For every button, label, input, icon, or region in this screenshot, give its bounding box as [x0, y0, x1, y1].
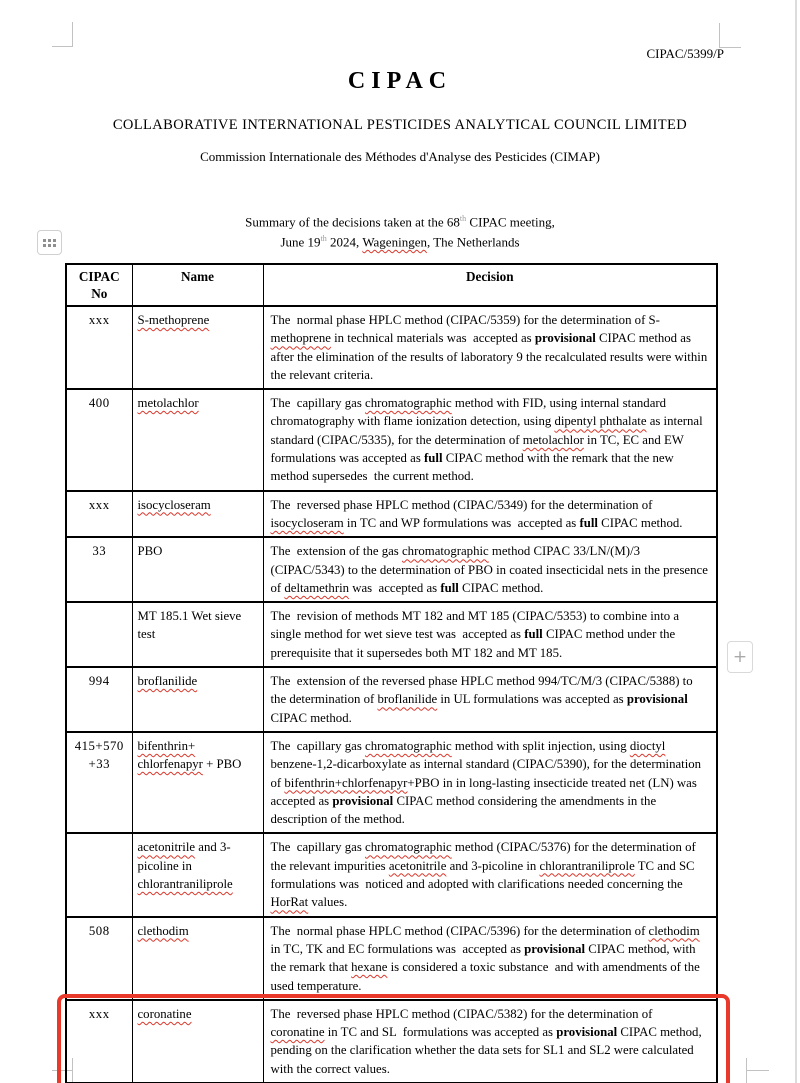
name-cell[interactable]: isocycloseram	[132, 491, 263, 538]
table-row	[66, 537, 717, 602]
name-cell[interactable]: MT 185.1 Wet sieve test	[132, 602, 263, 667]
decision-cell[interactable]: The reversed phase HPLC method (CIPAC/5349) for the determination of isocycloseram in TC and WP formulations was accepted as full CIPAC method.	[263, 491, 717, 538]
name-cell[interactable]: acetonitrile and 3-picoline in chlorantraniliprole	[132, 833, 263, 916]
table-row	[66, 833, 717, 916]
col-header-name: Name	[132, 264, 263, 306]
meeting-summary	[0, 211, 800, 251]
name-cell[interactable]: bifenthrin+ chlorfenapyr + PBO	[132, 732, 263, 833]
decision-cell[interactable]: The capillary gas chromatographic method with split injection, using dioctyl benzene-1,2-dicarboxylate as internal standard (CIPAC/5390), for the determination of bifenthrin+chlorfenapyr+PBO in in long-lasting insecticide treated net (LN) was accepted as provisional CIPAC method considering the amendments in the description of the method.	[263, 732, 717, 833]
cipac-no-cell[interactable]: 33	[66, 537, 132, 602]
org-name-french: Commission Internationale des Méthodes d'Analyse des Pesticides (CIMAP)	[200, 149, 600, 164]
col-header-cipac-no: CIPAC No	[66, 264, 132, 306]
doc-reference: CIPAC/5399/P	[646, 46, 724, 61]
cipac-no-cell[interactable]: 994	[66, 667, 132, 732]
cipac-no-cell[interactable]: 400	[66, 389, 132, 490]
table-row	[66, 732, 717, 833]
cipac-no-cell[interactable]: xxx	[66, 491, 132, 538]
plus-icon: +	[732, 647, 748, 667]
cipac-no-cell[interactable]: 508	[66, 917, 132, 1000]
document-title: CIPAC	[347, 68, 453, 94]
name-cell[interactable]: PBO	[132, 537, 263, 602]
table-row	[66, 917, 717, 1000]
name-cell[interactable]: metolachlor	[132, 389, 263, 490]
cipac-no-cell[interactable]: xxx	[66, 306, 132, 389]
decision-cell[interactable]: The extension of the reversed phase HPLC method 994/TC/M/3 (CIPAC/5388) to the determination of broflanilide in UL formulations was accepted as provisional CIPAC method.	[263, 667, 717, 732]
summary-line-2: June 19th 2024, Wageningen, The Netherlands	[280, 233, 520, 250]
name-cell[interactable]: broflanilide	[132, 667, 263, 732]
name-cell[interactable]: clethodim	[132, 917, 263, 1000]
margin-mark-bottom-right	[747, 1070, 769, 1071]
decisions-table	[65, 263, 718, 1083]
col-header-decision: Decision	[263, 264, 717, 306]
decision-cell[interactable]: The reversed phase HPLC method (CIPAC/5382) for the determination of coronatine in TC and SL formulations was accepted as provisional CIPAC method, pending on the clarification whether the data sets for SL1 and SL2 were calculated with the correct values.	[263, 1000, 717, 1083]
table-row	[66, 491, 717, 538]
decision-cell[interactable]: The normal phase HPLC method (CIPAC/5359) for the determination of S-methoprene in technical materials was accepted as provisional CIPAC method as after the elimination of the results of laboratory 9 the recalculated results were within the relevant criteria.	[263, 306, 717, 389]
decision-cell[interactable]: The capillary gas chromatographic method (CIPAC/5376) for the determination of the relevant impurities acetonitrile and 3-picoline in chlorantraniliprole TC and SC formulations was noticed and adopted with clarifications needed concerning the HorRat values.	[263, 833, 717, 916]
cipac-no-cell[interactable]: 415+570 +33	[66, 732, 132, 833]
insert-button[interactable]	[727, 641, 753, 673]
table-header-row	[66, 264, 717, 306]
cipac-no-cell[interactable]	[66, 602, 132, 667]
table-row	[66, 306, 717, 389]
name-cell[interactable]: coronatine	[132, 1000, 263, 1083]
summary-line-1: Summary of the decisions taken at the 68th CIPAC meeting,	[245, 214, 555, 230]
decisions-table-wrap	[65, 263, 716, 1083]
org-name: COLLABORATIVE INTERNATIONAL PESTICIDES ANALYTICAL COUNCIL LIMITED	[112, 117, 688, 133]
margin-mark-top-left	[52, 46, 73, 47]
decision-cell[interactable]: The revision of methods MT 182 and MT 185 (CIPAC/5353) to combine into a single method for wet sieve test was accepted as full CIPAC method under the prerequisite that it supersedes both MT 182 and MT 185.	[263, 602, 717, 667]
table-row	[66, 389, 717, 490]
table-row	[66, 602, 717, 667]
margin-mark-top-left-v	[72, 22, 73, 47]
table-row	[66, 667, 717, 732]
cipac-no-cell[interactable]	[66, 833, 132, 916]
table-row	[66, 1000, 717, 1083]
cipac-no-cell[interactable]: xxx	[66, 1000, 132, 1083]
margin-mark-top-right-v	[719, 23, 720, 48]
name-cell[interactable]: S-methoprene	[132, 306, 263, 389]
decision-cell[interactable]: The capillary gas chromatographic method with FID, using internal standard chromatography with flame ionization detection, using dipentyl phthalate as internal standard (CIPAC/5335), for the determination of metolachlor in TC, EC and EW formulations was accepted as full CIPAC method with the remark that the new method supersedes the current method.	[263, 389, 717, 490]
decision-cell[interactable]: The extension of the gas chromatographic method CIPAC 33/LN/(M)/3 (CIPAC/5343) to the determination of PBO in coated insecticidal nets in the presence of deltamethrin was accepted as full CIPAC method.	[263, 537, 717, 602]
table-handle-button[interactable]	[37, 230, 62, 255]
decision-cell[interactable]: The normal phase HPLC method (CIPAC/5396) for the determination of clethodim in TC, TK and EC formulations was accepted as provisional CIPAC method, with the remark that hexane is considered a toxic substance and with amendments of the used temperature.	[263, 917, 717, 1000]
grid-icon	[43, 239, 56, 247]
